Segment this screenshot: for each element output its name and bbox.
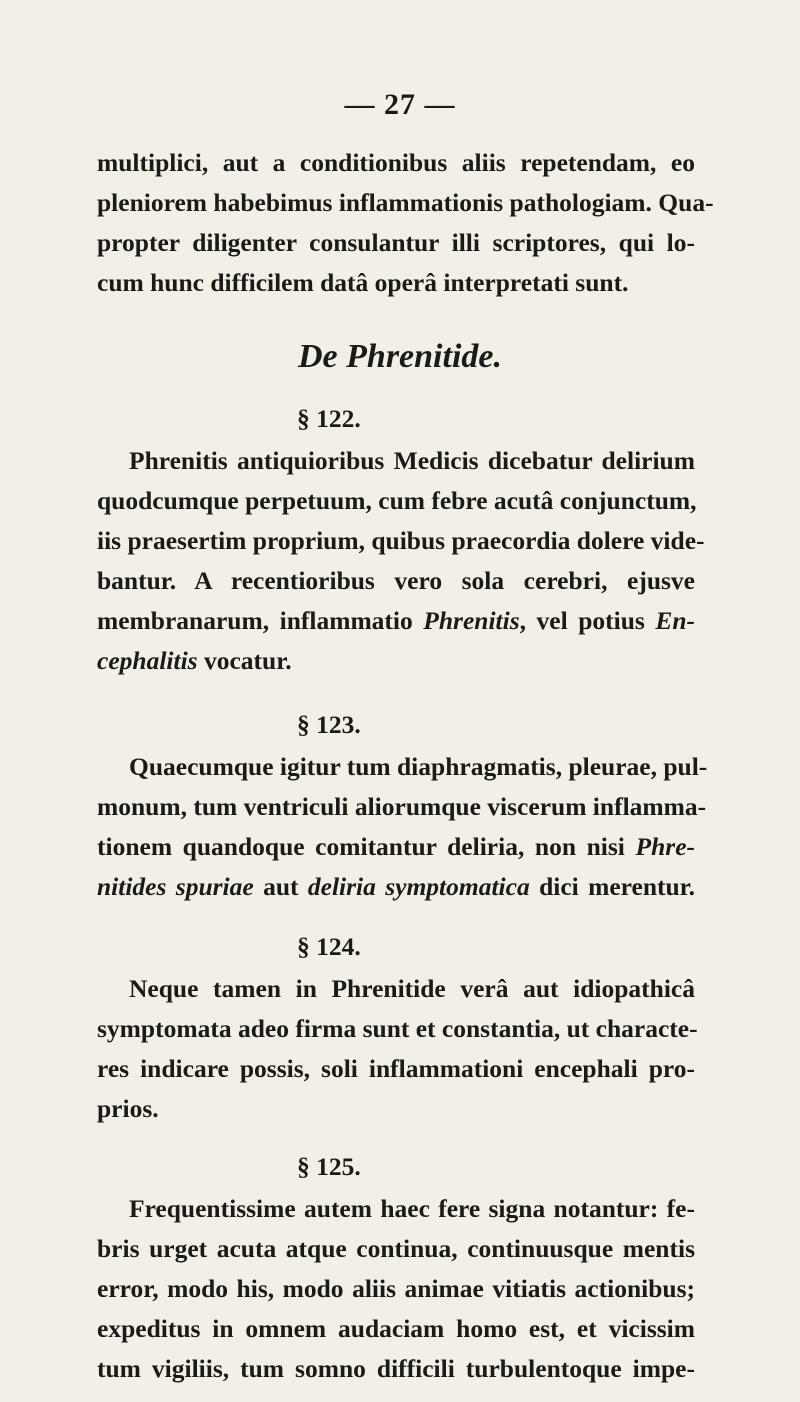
text-line: iis praesertim proprium, quibus praecordia dolere vide-: [97, 526, 705, 555]
text-run: tionem quandoque comitantur deliria, non nisi: [97, 832, 625, 861]
text-line: monum, tum ventriculi aliorumque viscerum inflamma-: [97, 792, 707, 821]
text-line: bris urget acuta atque continua, continuusque mentis: [97, 1234, 695, 1263]
section-number: § 122.: [297, 404, 361, 433]
text-line: Neque tamen in Phrenitide verâ aut idiopathicâ: [129, 974, 695, 1003]
text-line: [97, 646, 695, 676]
text-run: aut: [263, 872, 299, 901]
text-line: symptomata adeo firma sunt et constantia, ut characte-: [97, 1014, 698, 1043]
text-line: [97, 832, 695, 862]
text-line: expeditus in omnem audaciam homo est, et vicissim: [97, 1314, 695, 1343]
text-line: multiplici, aut a conditionibus aliis repetendam, eo: [97, 148, 695, 177]
text-line: [97, 606, 695, 636]
text-line: bantur. A recentioribus vero sola cerebri, ejusve: [97, 566, 695, 595]
section-number: § 125.: [297, 1152, 361, 1181]
text-line: prios.: [97, 1094, 159, 1123]
text-line: tum vigiliis, tum somno difficili turbulentoque impe-: [97, 1354, 695, 1383]
text-line: error, modo his, modo aliis animae vitiatis actionibus;: [97, 1274, 695, 1303]
italic-term: deliria symptomatica: [307, 872, 530, 901]
italic-term: En-: [655, 606, 696, 635]
italic-term: cephalitis: [97, 646, 198, 675]
text-line: pleniorem habebimus inflammationis pathologiam. Qua-: [97, 188, 714, 217]
text-line: quodcumque perpetuum, cum febre acutâ conjunctum,: [97, 486, 697, 515]
section-number: § 124.: [297, 932, 361, 961]
text-line: propter diligenter consulantur illi scriptores, qui lo-: [97, 228, 695, 257]
text-run: membranarum, inflammatio: [97, 606, 413, 635]
text-line: Phrenitis antiquioribus Medicis dicebatur delirium: [129, 446, 695, 475]
text-line: Frequentissime autem haec fere signa notantur: fe-: [129, 1194, 695, 1223]
italic-term: nitides spuriae: [97, 872, 254, 901]
section-number: § 123.: [297, 710, 361, 739]
text-line: cum hunc difficilem datâ operâ interpretati sunt.: [97, 268, 629, 297]
text-line: [97, 872, 695, 902]
text-run: dici merentur.: [539, 872, 696, 901]
text-line: Quaecumque igitur tum diaphragmatis, pleurae, pul-: [129, 752, 708, 781]
text-line: res indicare possis, soli inflammationi encephali pro-: [97, 1054, 695, 1083]
text-run: , vel potius: [519, 606, 645, 635]
italic-term: Phrenitis: [423, 606, 520, 635]
chapter-heading: De Phrenitide.: [298, 338, 502, 375]
italic-term: Phre-: [635, 832, 696, 861]
text-run: vocatur.: [203, 646, 292, 675]
page-number: — 27 —: [344, 88, 456, 121]
